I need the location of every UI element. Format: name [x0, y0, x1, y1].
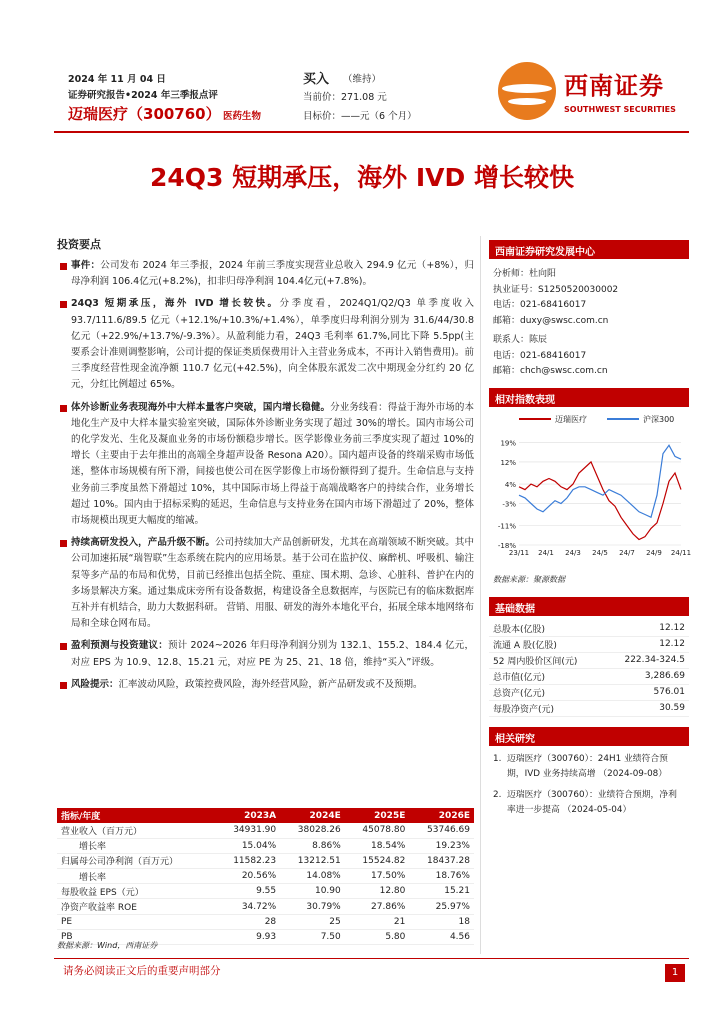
highlights-heading: 投资要点 [57, 238, 101, 251]
table-row [489, 668, 689, 684]
bullet-lead: 24Q3 短期承压，海外 IVD 增长较快。 [71, 298, 280, 310]
analyst-line[interactable]: 邮箱：chch@swsc.com.cn [493, 366, 608, 376]
basic-value: 222.34-324.5 [604, 652, 689, 668]
table-cell: 12.80 [345, 884, 410, 899]
table-cell: 7.50 [280, 929, 345, 944]
table-row [489, 684, 689, 700]
bullet-lead: 体外诊断业务表现海外中大样本量客户突破，国内增长稳健。 [71, 401, 331, 413]
table-cell: 21 [345, 914, 410, 929]
table-cell: 18.76% [409, 869, 474, 884]
table-cell: 13212.51 [280, 853, 345, 868]
report-type: 证券研究报告•2024 年三季报点评 [68, 90, 218, 101]
bullet-text: 公司持续加大产品创新研发，尤其在高端领域不断突破。其中公司加速拓展“瑞智联”生态系统在院内的应用场景。基于公司在监护仪、麻醉机、呼吸机、输注泵等多产品的布局和优势，目前已经推出包括全院、重症、围术期、急诊、心脏科、普护在内的多场景解决方案。通过集成床旁所有设备数据，构建设备全息数据库，与医院已有的临床数据库互补并有机结合，助力大数据科研。 营销、用服、研发的海外本地化平台，拓展全球本地网络布局和全球仓网布局。 [71, 537, 474, 630]
table-row [57, 899, 474, 914]
highlight-bullet [57, 677, 474, 693]
series-line [519, 461, 681, 539]
highlight-bullet [57, 400, 474, 530]
relative-index-chart [489, 407, 692, 582]
basic-value: 12.12 [604, 621, 689, 637]
disclaimer-link[interactable]: 请务必阅读正文后的重要声明部分 [63, 965, 221, 977]
basic-value: 3,286.69 [604, 668, 689, 684]
y-tick-label: -3% [502, 499, 516, 508]
y-tick-label: 4% [504, 480, 516, 489]
company-logo [498, 62, 688, 122]
column-header: 2024E [280, 808, 345, 823]
analyst-line: 电话：021-68416017 [493, 300, 587, 310]
basic-data-table [489, 621, 689, 717]
highlight-bullet [57, 296, 474, 393]
logo-mark-icon [498, 62, 556, 120]
basic-value: 30.59 [604, 700, 689, 716]
table-cell: 4.56 [409, 929, 474, 944]
investment-highlights [57, 236, 474, 699]
analyst-line[interactable]: 邮箱：duxy@swsc.com.cn [493, 315, 609, 326]
table-cell: 增长率 [57, 869, 216, 884]
highlight-bullet [57, 535, 474, 632]
column-header: 2026E [409, 808, 474, 823]
table-source: 数据来源：Wind，西南证券 [57, 941, 158, 950]
table-row [57, 853, 474, 868]
table-cell: 18 [409, 914, 474, 929]
table-row [57, 823, 474, 838]
financial-forecast-table [57, 808, 474, 945]
table-cell: 45078.80 [345, 823, 410, 838]
bullet-lead: 事件： [71, 260, 101, 271]
table-cell: 8.86% [280, 838, 345, 853]
x-tick-label: 24/7 [619, 548, 635, 557]
analyst-line: 电话：021-68416017 [493, 350, 587, 361]
bullet-text: 预计 2024~2026 年归母净利润分别为 132.1、155.2、184.4 亿元，对应 EPS 为 10.9、12.8、15.21 元，对应 PE 为 25、21、18 倍，维持“买入”评级。 [71, 640, 474, 668]
table-cell: 归属母公司净利润（百万元） [57, 853, 216, 868]
header-divider [54, 131, 689, 133]
rating-note: （维持） [343, 74, 382, 85]
table-cell: 11582.23 [216, 853, 281, 868]
y-tick-label: -11% [497, 522, 516, 531]
column-divider [480, 236, 481, 954]
target-price: 目标价：——元（6 个月） [303, 111, 417, 122]
table-cell: 15.04% [216, 838, 281, 853]
list-number: 1. [493, 753, 502, 764]
table-cell: 19.23% [409, 838, 474, 853]
analyst-line: 联系人：陈辰 [493, 335, 548, 345]
table-cell: 17.50% [345, 869, 410, 884]
table-cell: 5.80 [345, 929, 410, 944]
relative-index-heading: 相对指数表现 [489, 388, 689, 407]
table-cell: 18.54% [345, 838, 410, 853]
table-cell: 15524.82 [345, 853, 410, 868]
bullet-lead: 风险提示： [71, 678, 119, 690]
table-row [489, 636, 689, 652]
table-cell: 18437.28 [409, 853, 474, 868]
related-research-heading: 相关研究 [489, 727, 689, 746]
y-tick-label: -18% [497, 541, 516, 550]
bullet-text: 汇率波动风险，政策控费风险，海外经营风险，新产品研发或不及预期。 [118, 678, 423, 690]
basic-label: 52 周内股价区间(元) [489, 652, 604, 668]
report-date: 2024 年 11 月 04 日 [68, 74, 166, 85]
table-cell: PE [57, 914, 216, 929]
basic-label: 流通 A 股(亿股) [489, 636, 604, 652]
bullet-lead: 盈利预测与投资建议： [71, 640, 168, 652]
table-cell: 25 [280, 914, 345, 929]
column-header: 2023A [216, 808, 281, 823]
y-tick-label: 19% [500, 439, 516, 448]
rating: 买入 [303, 72, 330, 87]
basic-value: 12.12 [604, 636, 689, 652]
table-cell: 14.08% [280, 869, 345, 884]
table-cell: 营业收入（百万元） [57, 823, 216, 838]
table-row [489, 652, 689, 668]
basic-data-heading: 基础数据 [489, 597, 689, 616]
logo-text-en: SOUTHWEST SECURITIES [564, 105, 676, 114]
related-report-title: 迈瑞医疗（300760）：业绩符合预期，净利率进一步提高 （2024-05-04） [507, 789, 677, 815]
table-cell: 每股收益 EPS（元） [57, 884, 216, 899]
table-row [57, 884, 474, 899]
basic-label: 总市值(亿元) [489, 668, 604, 684]
page-number: 1 [665, 964, 685, 982]
table-row [489, 700, 689, 716]
related-research-list [489, 746, 689, 818]
table-cell: PB [57, 929, 216, 944]
x-tick-label: 23/11 [508, 548, 530, 557]
chart-source: 数据来源：聚源数据 [493, 574, 565, 584]
bullet-text: 分季度看，2024Q1/Q2/Q3 单季度收入 93.7/111.6/89.5 亿元（+12.1%/+10.3%/+1.4%），单季度归母利润分别为 31.6/44/30.8 亿元（+22.9%/+13.7%/-9.3%）。从盈利能力看，24Q3 毛利率 61.7%,同比下降 5.5pp(主要系会计准则调整影响，公司计提的保证类质保费用计入主营业务成本，不再计入销售费用)。前三季度经营性现金流净额 110.7 亿元(+42.5%)，向全体股东派发二次中期现金分红约 20 亿元，分红比例超过 65%。 [71, 298, 474, 391]
legend-label: 沪深300 [643, 414, 675, 424]
table-cell: 9.55 [216, 884, 281, 899]
basic-label: 总股本(亿股) [489, 621, 604, 637]
related-report-link[interactable] [493, 752, 685, 782]
table-cell: 34931.90 [216, 823, 281, 838]
table-cell: 20.56% [216, 869, 281, 884]
table-row [57, 914, 474, 929]
table-cell: 38028.26 [280, 823, 345, 838]
industry-tag: 医药生物 [223, 111, 262, 122]
table-row [57, 838, 474, 853]
table-cell: 53746.69 [409, 823, 474, 838]
highlight-bullet [57, 638, 474, 670]
sidebar [489, 240, 692, 824]
footer-divider [54, 958, 689, 959]
table-cell: 30.79% [280, 899, 345, 914]
table-cell: 10.90 [280, 884, 345, 899]
table-cell: 25.97% [409, 899, 474, 914]
research-center-heading: 西南证券研究发展中心 [489, 240, 689, 259]
x-tick-label: 24/5 [592, 548, 608, 557]
table-cell: 净资产收益率 ROE [57, 899, 216, 914]
table-cell: 34.72% [216, 899, 281, 914]
analyst-info [489, 259, 689, 384]
x-tick-label: 24/3 [565, 548, 581, 557]
basic-value: 576.01 [604, 684, 689, 700]
analyst-line: 执业证号：S1250520030002 [493, 284, 619, 295]
chart-svg [489, 407, 692, 567]
table-cell: 增长率 [57, 838, 216, 853]
company-name: 迈瑞医疗（300760） [68, 105, 221, 123]
bullet-text: 分业务线看：得益于海外市场的本地化生产及中大样本量实验室突破，国际体外诊断业务实现了超过 30%的增长。国内市场公司的化学发光、生化及凝血业务的市场份额稳步增长。医学影像业务前三季度实现了超过 10%的增长（主要由于去年推出的高端全身超声设备 Resona A20）。国内超声设备的终端采购市场低迷，整体市场规模有所下滑，间接也使公司在医学影像上市场份额得到了提升。生命信息与支持业务前三季度虽然下滑超过 10%，其中国际市场上得益于高端战略客户的持续合作，业务增长超过 10%。国内由于招标采购的延迟，生命信息与支持业务在国内市场下滑超过了 20%，整体市场规模出现更大幅度的缩减。 [71, 401, 474, 527]
basic-label: 每股净资产(元) [489, 700, 604, 716]
logo-text-cn: 西南证券 [564, 72, 664, 100]
bullet-lead: 持续高研发投入，产品升级不断。 [71, 537, 215, 549]
column-header: 指标/年度 [57, 808, 216, 823]
highlight-bullet [57, 258, 474, 290]
column-header: 2025E [345, 808, 410, 823]
list-number: 2. [493, 789, 502, 800]
table-row [57, 869, 474, 884]
bullet-text: 公司发布 2024 年三季报，2024 年前三季度实现营业总收入 294.9 亿元（+8%），归母净利润 106.4亿元(+8.2%)，扣非归母净利润 104.4亿元(+7.8%)。 [71, 260, 474, 288]
table-cell: 27.86% [345, 899, 410, 914]
x-tick-label: 24/11 [670, 548, 692, 557]
analyst-line: 分析师：杜向阳 [493, 269, 557, 279]
related-report-title: 迈瑞医疗（300760）：24H1 业绩符合预期，IVD 业务持续高增 （2024-09-08） [507, 753, 668, 779]
table-cell: 9.93 [216, 929, 281, 944]
current-price: 当前价：271.08 元 [303, 92, 387, 103]
x-tick-label: 24/1 [538, 548, 554, 557]
report-title: 24Q3 短期承压，海外 IVD 增长较快 [150, 163, 574, 192]
y-tick-label: 12% [500, 458, 516, 467]
basic-label: 总资产(亿元) [489, 684, 604, 700]
legend-label: 迈瑞医疗 [555, 414, 587, 424]
table-cell: 28 [216, 914, 281, 929]
related-report-link[interactable] [493, 788, 685, 818]
table-cell: 15.21 [409, 884, 474, 899]
x-tick-label: 24/9 [646, 548, 662, 557]
table-row [489, 621, 689, 637]
